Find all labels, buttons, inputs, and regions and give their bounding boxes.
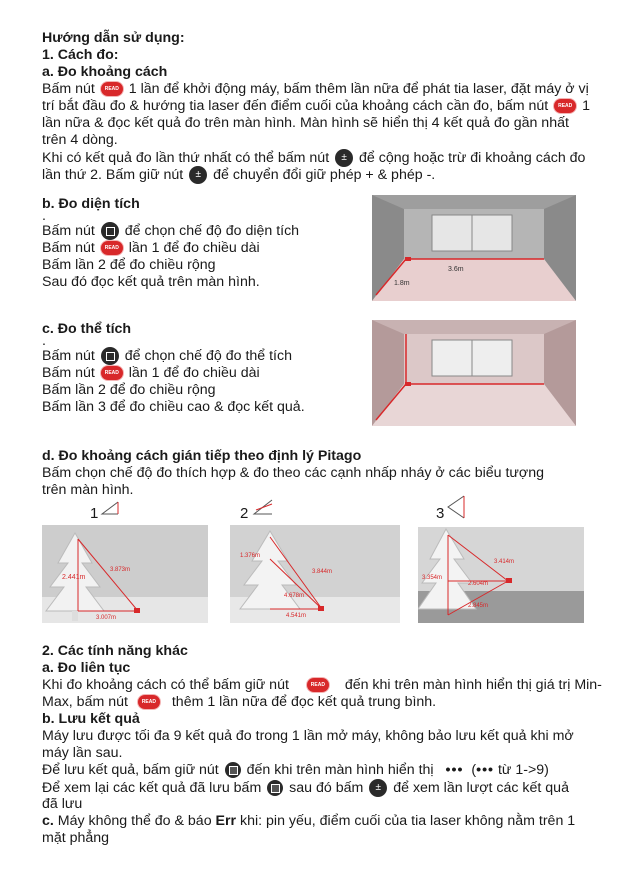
text: Err (215, 813, 237, 829)
text-line: Máy lưu được tối đa 9 kết quả đo trong 1 lần mở máy, không bảo lưu kết quả khi mở (42, 728, 574, 744)
text-line (42, 98, 590, 115)
text: c. (42, 813, 54, 829)
area-diagram (372, 195, 576, 301)
figure-value: 3.414m (494, 559, 515, 565)
figure-value: 3.354m (422, 575, 443, 581)
figure-value: 3.873m (110, 567, 131, 573)
text: lần thứ 2. Bấm giữ nút (42, 166, 184, 183)
text-line: trên 4 dòng. (42, 132, 118, 148)
pitago-figure-1 (42, 525, 208, 623)
dots-indicator-icon: ••• (445, 762, 464, 778)
dot: . (42, 208, 46, 224)
text-line (42, 166, 435, 184)
figure-value: 3.007m (96, 615, 117, 621)
section-b-title: b. Đo diện tích (42, 196, 140, 212)
text-line: máy lần sau. (42, 745, 123, 761)
figure-value: 3.844m (312, 569, 333, 575)
text: Bấm nút (42, 240, 95, 256)
text: thêm 1 lần nữa để đọc kết quả trung bình. (171, 694, 437, 710)
text: để chuyển đổi giữ phép + & phép -. (213, 166, 436, 183)
read-button-icon: READ (101, 241, 123, 255)
text: trí bắt đầu đo & hướng tia laser đến điểm cuối của khoảng cách cần đo, bấm nút (42, 98, 549, 114)
text: Max, bấm nút (42, 694, 128, 710)
text: từ 1->9) (497, 762, 549, 778)
text: để cộng hoặc trừ đi khoảng cách đo (359, 149, 586, 166)
text: khi: pin yếu, điểm cuối của tia laser không nằm trên 1 (236, 813, 576, 829)
text: lần 1 để đo chiều dài (128, 240, 260, 256)
text: để chọn chế độ đo thể tích (124, 347, 292, 364)
figure-number: 3 (436, 505, 445, 522)
save-icon (267, 780, 283, 796)
plus-minus-icon: ± (335, 149, 353, 167)
text: ( (471, 762, 477, 778)
text-line: Sau đó đọc kết quả trên màn hình. (42, 274, 260, 290)
text: Bấm nút (42, 81, 95, 97)
section-a-title: a. Đo khoảng cách (42, 64, 168, 80)
figure-value: 1.376m (240, 553, 261, 559)
triangle-mode-1-icon (100, 500, 122, 518)
text-line (42, 365, 260, 382)
section-2b-title: b. Lưu kết quả (42, 711, 140, 727)
text: Bấm nút (42, 347, 95, 364)
figure-value: 4.541m (286, 613, 307, 619)
text: Bấm nút (42, 222, 95, 239)
text: Để lưu kết quả, bấm giữ nút (42, 762, 219, 778)
pitago-figure-3 (418, 527, 584, 623)
text-line: mặt phẳng (42, 830, 110, 846)
text: 1 lần để khởi động máy, bấm thêm lần nữa để phát tia laser, đặt máy ở vị (128, 81, 589, 97)
text-line: Bấm lần 3 để đo chiều cao & đọc kết quả. (42, 399, 305, 415)
text: Để xem lại các kết quả đã lưu bấm (42, 779, 262, 796)
dot: . (42, 333, 46, 349)
text: lần 1 để đo chiều dài (128, 365, 260, 381)
text-line: Bấm chọn chế độ đo thích hợp & đo theo các cạnh nhấp nháy ở các biểu tượng (42, 465, 544, 481)
triangle-mode-3-icon (446, 494, 468, 520)
text-line (42, 813, 575, 830)
figure-number: 1 (90, 505, 99, 522)
read-button-icon: READ (138, 695, 160, 709)
text-line: trên màn hình. (42, 482, 134, 498)
text: sau đó bấm (289, 779, 364, 796)
text-line (42, 677, 602, 694)
figure-value: 2.845m (468, 603, 489, 609)
dots-indicator-icon: ••• (476, 762, 495, 778)
text: Khi có kết quả đo lần thứ nhất có thể bấm nút (42, 149, 330, 166)
read-button-icon: READ (554, 99, 576, 113)
heading: Hướng dẫn sử dụng: (42, 30, 185, 46)
figure-number: 2 (240, 505, 249, 522)
text-line: Bấm lần 2 để đo chiều rộng (42, 257, 216, 273)
volume-mode-icon (101, 347, 119, 365)
triangle-mode-2-icon (252, 498, 276, 518)
text-line (42, 779, 569, 797)
plus-minus-icon: ± (369, 779, 387, 797)
section-c-title: c. Đo thể tích (42, 321, 132, 337)
figure-value: 2.604m (468, 581, 489, 587)
figure-value: 2.441m (62, 574, 86, 581)
section-2-title: 2. Các tính năng khác (42, 643, 188, 659)
section-d-title: d. Đo khoảng cách gián tiếp theo định lý Pitago (42, 448, 362, 464)
text: Máy không thể đo & báo (53, 813, 216, 829)
text: Bấm nút (42, 365, 95, 381)
text-line (42, 222, 299, 240)
text-line (42, 762, 549, 779)
text: 1 (582, 98, 591, 114)
section-2a-title: a. Đo liên tục (42, 660, 131, 676)
area-mode-icon (101, 222, 119, 240)
read-button-icon: READ (101, 82, 123, 96)
volume-diagram (372, 320, 576, 426)
text: đến khi trên màn hình hiển thị giá trị Min- (344, 677, 602, 693)
text-line (42, 149, 585, 167)
text-line (42, 347, 292, 365)
text: đến khi trên màn hình hiển thị (246, 762, 434, 778)
section-1-title: 1. Cách đo: (42, 47, 119, 63)
text-line: Bấm lần 2 để đo chiều rộng (42, 382, 216, 398)
text: để xem lần lượt các kết quả (393, 779, 569, 796)
save-icon (225, 762, 241, 778)
text-line (42, 240, 260, 257)
text: để chọn chế độ đo diện tích (124, 222, 300, 239)
text-line: đã lưu (42, 796, 83, 812)
read-button-icon: READ (307, 678, 329, 692)
pitago-figure-2 (230, 525, 400, 623)
read-button-icon: READ (101, 366, 123, 380)
figure-value: 4.678m (284, 593, 305, 599)
text: Khi đo khoảng cách có thể bấm giữ nút (42, 677, 289, 693)
text-line: lần nữa & đọc kết quả đo trên màn hình. Màn hình sẽ hiển thị 4 kết quả đo gần nhất (42, 115, 569, 131)
width-label: 3.6m (448, 266, 464, 273)
text-line (42, 81, 589, 98)
text-line (42, 694, 436, 711)
depth-label: 1.8m (394, 280, 410, 287)
plus-minus-icon: ± (189, 166, 207, 184)
